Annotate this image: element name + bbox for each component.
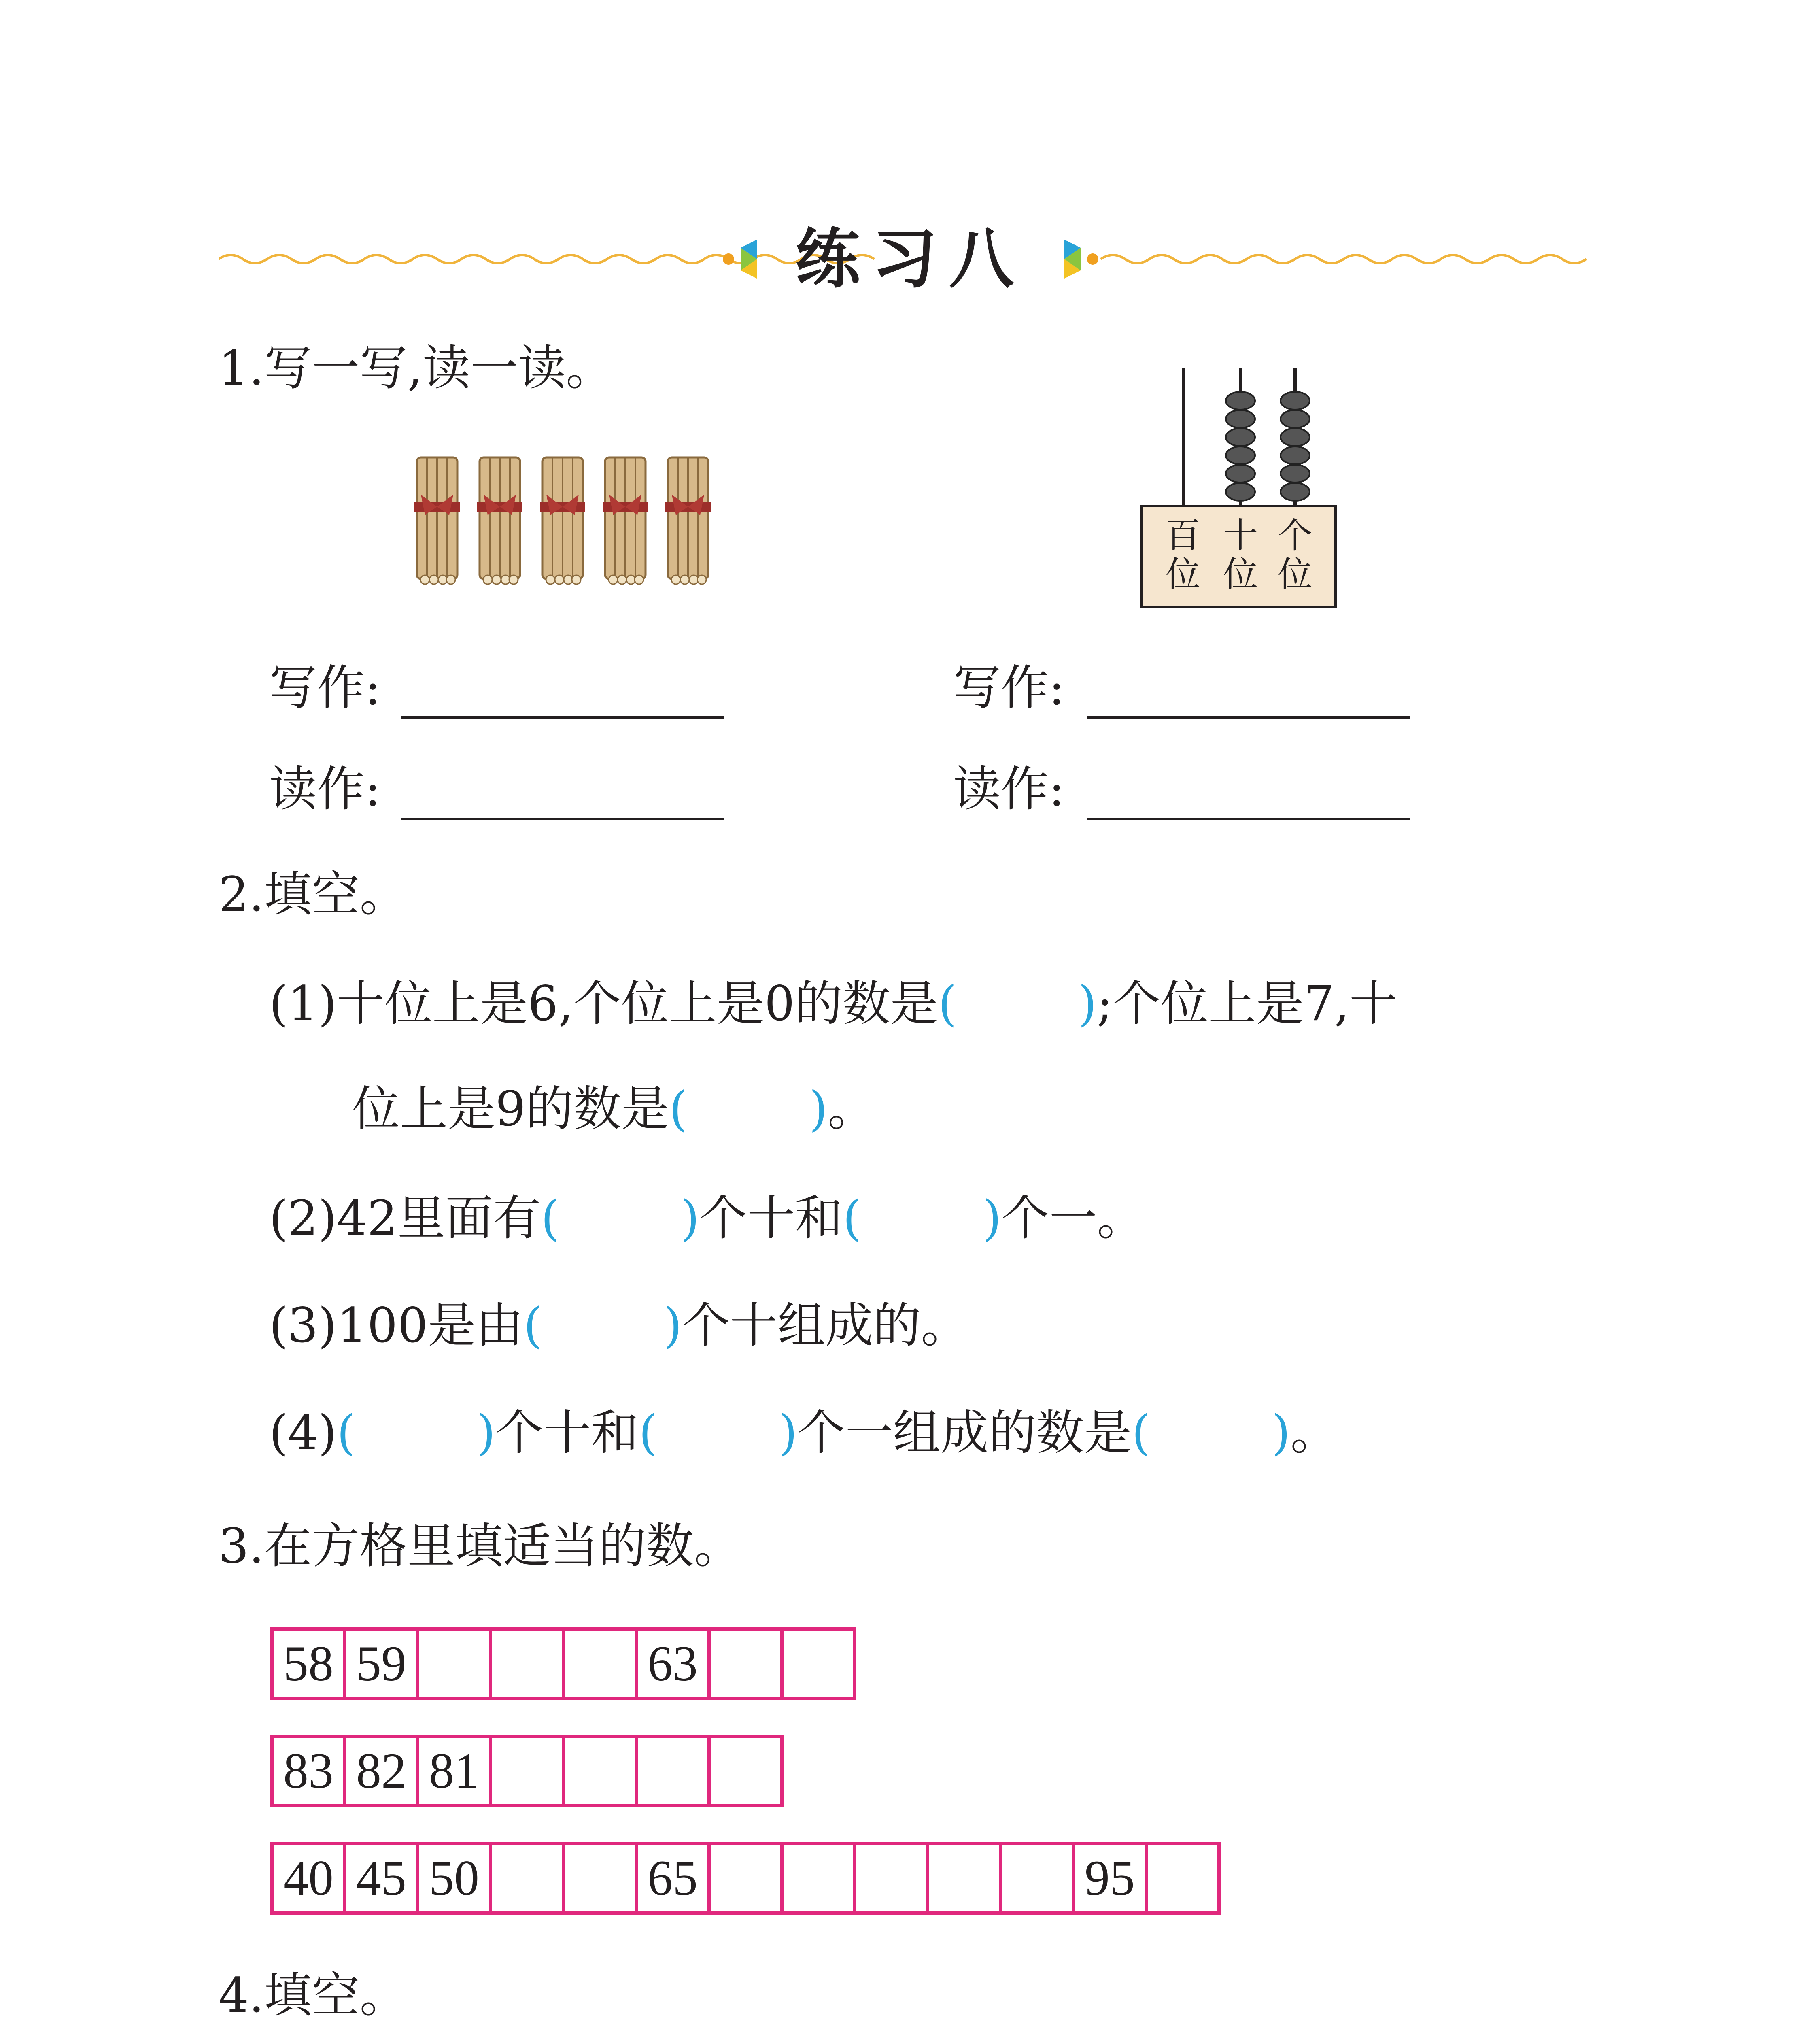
- grid-cell-input[interactable]: [492, 1735, 565, 1807]
- q1-heading: 1.写一写,读一读。: [219, 340, 614, 396]
- grid-cell-input[interactable]: [784, 1627, 856, 1700]
- grid-cell-input[interactable]: [565, 1842, 638, 1915]
- page-title: 练习八: [795, 221, 1026, 297]
- grid-cell-input[interactable]: [492, 1627, 565, 1700]
- grid-cell-input[interactable]: [565, 1627, 638, 1700]
- read-answer-line-left[interactable]: [401, 773, 724, 820]
- stick-bundle: [414, 457, 460, 584]
- write-answer-line-left[interactable]: [401, 672, 724, 719]
- q2-item-4: (4)( )个十和( )个一组成的数是( )。: [269, 1405, 1338, 1461]
- grid-cell-input[interactable]: [711, 1735, 784, 1807]
- number-grid-row-1: [270, 1627, 856, 1700]
- grid-cell: 95: [1075, 1842, 1148, 1915]
- ones-beads: [1281, 392, 1310, 501]
- q2-heading: 2.填空。: [219, 866, 408, 922]
- q2-item-1-line-1: (1)十位上是6,个位上是0的数是( );个位上是7,十: [269, 976, 1397, 1031]
- grid-cell: 83: [274, 1735, 346, 1807]
- grid-cell-input[interactable]: [856, 1842, 929, 1915]
- stick-bundle: [540, 457, 585, 584]
- q2-item-2: (2)42里面有( )个十和( )个一。: [269, 1190, 1145, 1246]
- grid-cell: 40: [274, 1842, 346, 1915]
- tens-beads: [1226, 392, 1255, 501]
- grid-cell-input[interactable]: [565, 1735, 638, 1807]
- grid-cell-input[interactable]: [1148, 1842, 1221, 1915]
- q2-item-1-line-2: 位上是9的数是( )。: [352, 1081, 876, 1137]
- number-grid-row-2: [270, 1735, 784, 1807]
- grid-cell: 59: [346, 1627, 419, 1700]
- stick-bundles-image: [409, 449, 724, 595]
- grid-cell: 81: [419, 1735, 492, 1807]
- grid-cell: 63: [638, 1627, 711, 1700]
- grid-cell-input[interactable]: [929, 1842, 1002, 1915]
- abacus-label-hundreds: 百 位: [1166, 515, 1200, 595]
- q2-item-3: (3)100是由( )个十组成的。: [269, 1297, 969, 1353]
- grid-cell-input[interactable]: [1002, 1842, 1075, 1915]
- grid-cell-input[interactable]: [638, 1735, 711, 1807]
- read-label-right: 读作:: [953, 761, 1065, 817]
- stick-bundle: [603, 457, 648, 584]
- stick-bundle: [477, 457, 522, 584]
- dot-left-icon: [723, 253, 734, 265]
- read-answer-line-right[interactable]: [1087, 773, 1410, 820]
- grid-cell: 65: [638, 1842, 711, 1915]
- q4-heading: 4.填空。: [219, 1967, 408, 2023]
- wavy-line-left: [219, 255, 874, 263]
- wavy-line-right: [1101, 255, 1586, 263]
- grid-cell-input[interactable]: [419, 1627, 492, 1700]
- grid-cell-input[interactable]: [492, 1842, 565, 1915]
- grid-cell: 45: [346, 1842, 419, 1915]
- number-grid-row-3: [270, 1842, 1221, 1915]
- grid-cell-input[interactable]: [784, 1842, 856, 1915]
- dot-right-icon: [1087, 253, 1098, 265]
- read-label-left: 读作:: [269, 761, 381, 817]
- q3-heading: 3.在方格里填适当的数。: [219, 1518, 742, 1574]
- grid-cell-input[interactable]: [711, 1627, 784, 1700]
- grid-cell: 82: [346, 1735, 419, 1807]
- abacus-label-ones: 个 位: [1278, 515, 1312, 595]
- grid-cell: 58: [274, 1627, 346, 1700]
- grid-cell-input[interactable]: [711, 1842, 784, 1915]
- write-label-left: 写作:: [269, 660, 381, 716]
- abacus-label-tens: 十 位: [1223, 515, 1258, 595]
- stick-bundle: [665, 457, 711, 584]
- write-label-right: 写作:: [953, 660, 1065, 716]
- grid-cell: 50: [419, 1842, 492, 1915]
- write-answer-line-right[interactable]: [1087, 672, 1410, 719]
